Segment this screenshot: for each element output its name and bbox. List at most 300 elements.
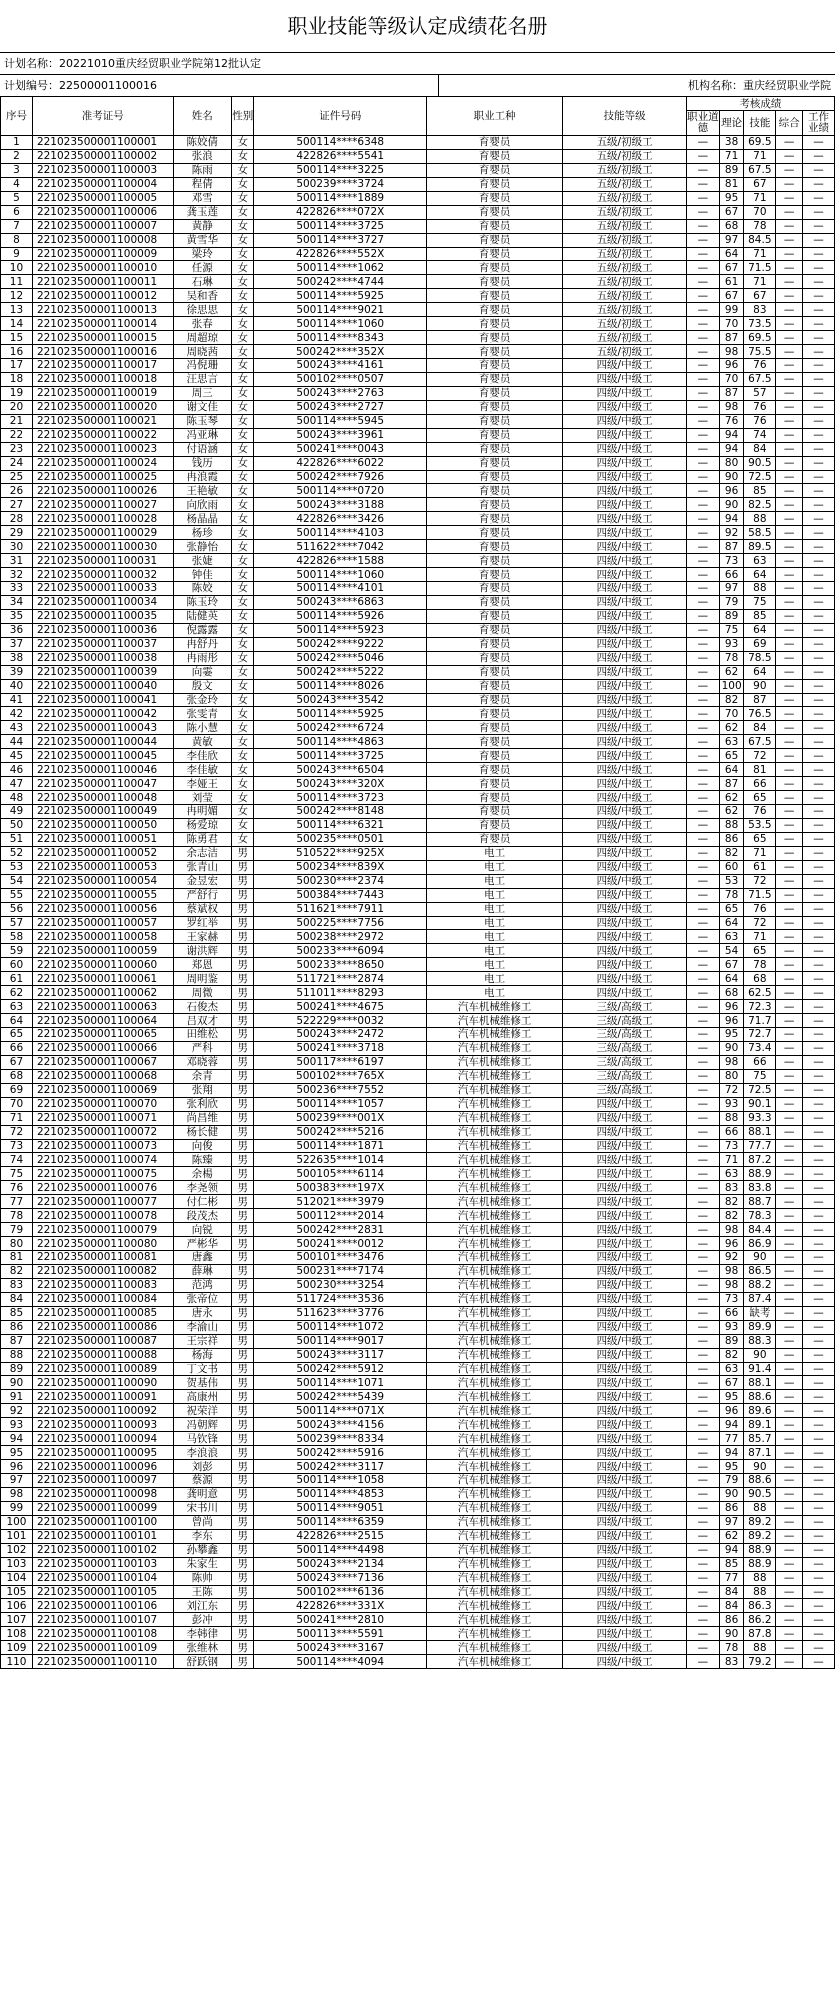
cell-theory: 87	[719, 540, 743, 554]
cell-seq: 57	[1, 916, 33, 930]
cell-work: —	[802, 1111, 834, 1125]
cell-seq: 26	[1, 484, 33, 498]
cell-level: 五级/初级工	[563, 163, 687, 177]
cell-theory: 62	[719, 791, 743, 805]
cell-theory: 100	[719, 679, 743, 693]
cell-overall: —	[776, 456, 803, 470]
table-row	[1, 1167, 835, 1181]
cell-skill: 89.6	[744, 1404, 776, 1418]
cell-overall: —	[776, 637, 803, 651]
cell-ticket: 221023500001100048	[32, 791, 173, 805]
cell-job: 育婴员	[426, 623, 562, 637]
cell-job: 育婴员	[426, 832, 562, 846]
cell-skill: 86.9	[744, 1237, 776, 1251]
cell-id-number: 500114****4853	[254, 1487, 427, 1501]
cell-overall: —	[776, 1153, 803, 1167]
cell-ticket: 221023500001100020	[32, 400, 173, 414]
cell-work: —	[802, 1501, 834, 1515]
cell-id-number: 500243****3542	[254, 693, 427, 707]
cell-gender: 男	[232, 958, 254, 972]
cell-level: 五级/初级工	[563, 261, 687, 275]
cell-level: 五级/初级工	[563, 247, 687, 261]
cell-ethics: —	[686, 623, 719, 637]
cell-skill: 88	[744, 512, 776, 526]
cell-ethics: —	[686, 289, 719, 303]
cell-level: 四级/中级工	[563, 1460, 687, 1474]
cell-id-number: 500239****3724	[254, 177, 427, 191]
cell-id-number: 500114****4094	[254, 1655, 427, 1669]
cell-id-number: 500242****352X	[254, 345, 427, 359]
cell-theory: 67	[719, 205, 743, 219]
cell-seq: 73	[1, 1139, 33, 1153]
cell-ethics: —	[686, 1376, 719, 1390]
cell-skill: 74	[744, 428, 776, 442]
cell-gender: 女	[232, 540, 254, 554]
cell-seq: 60	[1, 958, 33, 972]
cell-name: 金昱宏	[173, 874, 232, 888]
cell-id-number: 500243****6504	[254, 763, 427, 777]
cell-skill: 53.5	[744, 818, 776, 832]
table-row	[1, 1055, 835, 1069]
cell-name: 付仁彬	[173, 1195, 232, 1209]
cell-seq: 66	[1, 1041, 33, 1055]
table-row	[1, 944, 835, 958]
cell-id-number: 500241****4675	[254, 1000, 427, 1014]
cell-ticket: 221023500001100098	[32, 1487, 173, 1501]
cell-name: 孙攀鑫	[173, 1543, 232, 1557]
cell-ticket: 221023500001100062	[32, 986, 173, 1000]
cell-ethics: —	[686, 1627, 719, 1641]
cell-overall: —	[776, 219, 803, 233]
cell-seq: 15	[1, 331, 33, 345]
cell-overall: —	[776, 136, 803, 150]
cell-overall: —	[776, 1069, 803, 1083]
cell-ethics: —	[686, 874, 719, 888]
cell-overall: —	[776, 1557, 803, 1571]
cell-name: 陈雨	[173, 163, 232, 177]
cell-name: 陈玉琴	[173, 414, 232, 428]
cell-job: 育婴员	[426, 247, 562, 261]
cell-id-number: 422826****3426	[254, 512, 427, 526]
cell-ethics: —	[686, 1111, 719, 1125]
cell-skill: 83	[744, 303, 776, 317]
cell-job: 汽车机械维修工	[426, 1264, 562, 1278]
cell-ticket: 221023500001100097	[32, 1474, 173, 1488]
cell-theory: 84	[719, 1585, 743, 1599]
cell-work: —	[802, 540, 834, 554]
cell-ethics: —	[686, 777, 719, 791]
table-row	[1, 1195, 835, 1209]
cell-level: 四级/中级工	[563, 568, 687, 582]
cell-theory: 90	[719, 1627, 743, 1641]
cell-ticket: 221023500001100080	[32, 1237, 173, 1251]
cell-level: 五级/初级工	[563, 289, 687, 303]
cell-seq: 29	[1, 526, 33, 540]
cell-job: 电工	[426, 860, 562, 874]
cell-job: 育婴员	[426, 679, 562, 693]
cell-ticket: 221023500001100022	[32, 428, 173, 442]
table-row	[1, 637, 835, 651]
cell-id-number: 500114****1058	[254, 1474, 427, 1488]
cell-ticket: 221023500001100106	[32, 1599, 173, 1613]
cell-ticket: 221023500001100007	[32, 219, 173, 233]
cell-level: 四级/中级工	[563, 874, 687, 888]
cell-overall: —	[776, 1111, 803, 1125]
cell-ethics: —	[686, 1278, 719, 1292]
cell-overall: —	[776, 735, 803, 749]
cell-job: 育婴员	[426, 554, 562, 568]
table-row	[1, 177, 835, 191]
cell-level: 四级/中级工	[563, 1515, 687, 1529]
cell-name: 黄敏	[173, 735, 232, 749]
cell-skill: 88	[744, 582, 776, 596]
cell-ethics: —	[686, 1167, 719, 1181]
cell-work: —	[802, 1014, 834, 1028]
cell-id-number: 510522****925X	[254, 846, 427, 860]
cell-skill: 65	[744, 944, 776, 958]
cell-ticket: 221023500001100066	[32, 1041, 173, 1055]
cell-ticket: 221023500001100028	[32, 512, 173, 526]
cell-overall: —	[776, 247, 803, 261]
cell-name: 冉舒丹	[173, 637, 232, 651]
cell-name: 祝荣洋	[173, 1404, 232, 1418]
cell-ticket: 221023500001100100	[32, 1515, 173, 1529]
cell-ethics: —	[686, 484, 719, 498]
cell-id-number: 500114****4101	[254, 582, 427, 596]
cell-theory: 71	[719, 149, 743, 163]
cell-skill: 72.3	[744, 1000, 776, 1014]
cell-theory: 64	[719, 972, 743, 986]
cell-theory: 70	[719, 317, 743, 331]
cell-ticket: 221023500001100104	[32, 1571, 173, 1585]
cell-gender: 女	[232, 568, 254, 582]
cell-name: 冉浪霞	[173, 470, 232, 484]
cell-ticket: 221023500001100072	[32, 1125, 173, 1139]
cell-job: 汽车机械维修工	[426, 1655, 562, 1669]
table-row	[1, 874, 835, 888]
cell-theory: 96	[719, 359, 743, 373]
document-title: 职业技能等级认定成绩花名册	[287, 14, 548, 38]
cell-theory: 92	[719, 526, 743, 540]
cell-skill: 72	[744, 749, 776, 763]
cell-ethics: —	[686, 972, 719, 986]
cell-job: 汽车机械维修工	[426, 1306, 562, 1320]
cell-level: 四级/中级工	[563, 763, 687, 777]
cell-ticket: 221023500001100107	[32, 1613, 173, 1627]
table-row	[1, 456, 835, 470]
cell-id-number: 422826****1588	[254, 554, 427, 568]
cell-gender: 男	[232, 1334, 254, 1348]
cell-ticket: 221023500001100026	[32, 484, 173, 498]
cell-seq: 50	[1, 818, 33, 832]
table-row	[1, 1223, 835, 1237]
cell-work: —	[802, 317, 834, 331]
cell-skill: 58.5	[744, 526, 776, 540]
cell-skill: 83.8	[744, 1181, 776, 1195]
table-row	[1, 1655, 835, 1669]
cell-overall: —	[776, 1083, 803, 1097]
cell-level: 五级/初级工	[563, 136, 687, 150]
table-row	[1, 986, 835, 1000]
cell-ethics: —	[686, 247, 719, 261]
cell-gender: 女	[232, 219, 254, 233]
header-work: 工作业绩	[802, 111, 834, 136]
cell-id-number: 500114****4498	[254, 1543, 427, 1557]
cell-level: 四级/中级工	[563, 846, 687, 860]
cell-skill: 70	[744, 205, 776, 219]
cell-skill: 84.5	[744, 233, 776, 247]
cell-id-number: 511011****8293	[254, 986, 427, 1000]
cell-id-number: 500114****1062	[254, 261, 427, 275]
cell-level: 四级/中级工	[563, 470, 687, 484]
cell-ethics: —	[686, 1223, 719, 1237]
table-row	[1, 832, 835, 846]
cell-theory: 77	[719, 1571, 743, 1585]
cell-name: 梁玲	[173, 247, 232, 261]
cell-skill: 75	[744, 595, 776, 609]
cell-overall: —	[776, 1251, 803, 1265]
cell-theory: 75	[719, 623, 743, 637]
cell-level: 四级/中级工	[563, 818, 687, 832]
cell-work: —	[802, 860, 834, 874]
cell-name: 蔡斌权	[173, 902, 232, 916]
cell-seq: 110	[1, 1655, 33, 1669]
cell-ticket: 221023500001100057	[32, 916, 173, 930]
table-row	[1, 693, 835, 707]
cell-id-number: 500114****3723	[254, 791, 427, 805]
cell-seq: 20	[1, 400, 33, 414]
cell-job: 汽车机械维修工	[426, 1362, 562, 1376]
cell-job: 育婴员	[426, 735, 562, 749]
cell-gender: 男	[232, 1613, 254, 1627]
table-row	[1, 1097, 835, 1111]
cell-seq: 36	[1, 623, 33, 637]
cell-gender: 男	[232, 1055, 254, 1069]
cell-id-number: 500114****1057	[254, 1097, 427, 1111]
cell-job: 汽车机械维修工	[426, 1557, 562, 1571]
cell-job: 汽车机械维修工	[426, 1418, 562, 1432]
cell-job: 育婴员	[426, 456, 562, 470]
cell-ticket: 221023500001100047	[32, 777, 173, 791]
cell-seq: 37	[1, 637, 33, 651]
cell-level: 四级/中级工	[563, 1571, 687, 1585]
cell-ethics: —	[686, 1125, 719, 1139]
cell-overall: —	[776, 1474, 803, 1488]
table-row	[1, 470, 835, 484]
header-overall: 综合	[776, 111, 803, 136]
cell-overall: —	[776, 191, 803, 205]
cell-work: —	[802, 331, 834, 345]
table-row	[1, 1487, 835, 1501]
cell-gender: 女	[232, 512, 254, 526]
cell-ethics: —	[686, 1529, 719, 1543]
cell-theory: 95	[719, 1460, 743, 1474]
cell-overall: —	[776, 233, 803, 247]
cell-gender: 女	[232, 832, 254, 846]
cell-id-number: 500102****0507	[254, 372, 427, 386]
cell-skill: 72.5	[744, 470, 776, 484]
cell-id-number: 500243****320X	[254, 777, 427, 791]
table-row	[1, 1404, 835, 1418]
cell-job: 育婴员	[426, 386, 562, 400]
cell-name: 向锐	[173, 1223, 232, 1237]
cell-ethics: —	[686, 386, 719, 400]
cell-work: —	[802, 484, 834, 498]
cell-seq: 97	[1, 1474, 33, 1488]
cell-gender: 男	[232, 1223, 254, 1237]
cell-gender: 男	[232, 1487, 254, 1501]
cell-id-number: 500114****3725	[254, 219, 427, 233]
cell-id-number: 500243****3188	[254, 498, 427, 512]
cell-overall: —	[776, 1613, 803, 1627]
cell-skill: 67	[744, 177, 776, 191]
cell-work: —	[802, 609, 834, 623]
cell-skill: 78.3	[744, 1209, 776, 1223]
table-body	[1, 136, 835, 1669]
cell-gender: 女	[232, 233, 254, 247]
cell-ethics: —	[686, 1028, 719, 1042]
cell-overall: —	[776, 1362, 803, 1376]
cell-skill: 73.4	[744, 1041, 776, 1055]
cell-id-number: 500242****5439	[254, 1390, 427, 1404]
cell-level: 四级/中级工	[563, 791, 687, 805]
cell-level: 四级/中级工	[563, 1474, 687, 1488]
cell-skill: 90.1	[744, 1097, 776, 1111]
cell-seq: 84	[1, 1292, 33, 1306]
cell-ticket: 221023500001100035	[32, 609, 173, 623]
cell-name: 汪思言	[173, 372, 232, 386]
cell-id-number: 500114****6348	[254, 136, 427, 150]
cell-ethics: —	[686, 1432, 719, 1446]
cell-ethics: —	[686, 191, 719, 205]
table-row	[1, 303, 835, 317]
header-id-number: 证件号码	[254, 97, 427, 136]
cell-work: —	[802, 721, 834, 735]
cell-skill: 76	[744, 414, 776, 428]
cell-id-number: 500230****2374	[254, 874, 427, 888]
cell-seq: 16	[1, 345, 33, 359]
cell-level: 四级/中级工	[563, 1237, 687, 1251]
table-row	[1, 1209, 835, 1223]
cell-gender: 女	[232, 735, 254, 749]
table-row	[1, 1641, 835, 1655]
cell-seq: 108	[1, 1627, 33, 1641]
cell-gender: 男	[232, 916, 254, 930]
cell-level: 四级/中级工	[563, 1334, 687, 1348]
cell-overall: —	[776, 749, 803, 763]
cell-skill: 69.5	[744, 331, 776, 345]
cell-ticket: 221023500001100054	[32, 874, 173, 888]
cell-seq: 96	[1, 1460, 33, 1474]
cell-ticket: 221023500001100083	[32, 1278, 173, 1292]
cell-ethics: —	[686, 554, 719, 568]
cell-id-number: 422826****6022	[254, 456, 427, 470]
cell-name: 郑恩	[173, 958, 232, 972]
cell-job: 育婴员	[426, 289, 562, 303]
cell-job: 汽车机械维修工	[426, 1125, 562, 1139]
cell-ticket: 221023500001100102	[32, 1543, 173, 1557]
cell-work: —	[802, 1125, 834, 1139]
cell-overall: —	[776, 1028, 803, 1042]
cell-job: 育婴员	[426, 345, 562, 359]
table-row	[1, 484, 835, 498]
cell-gender: 男	[232, 1306, 254, 1320]
cell-job: 育婴员	[426, 791, 562, 805]
plan-number-row	[0, 74, 835, 96]
cell-skill: 65	[744, 832, 776, 846]
cell-seq: 21	[1, 414, 33, 428]
cell-ticket: 221023500001100105	[32, 1585, 173, 1599]
cell-seq: 8	[1, 233, 33, 247]
cell-ethics: —	[686, 679, 719, 693]
cell-overall: —	[776, 1041, 803, 1055]
cell-ticket: 221023500001100090	[32, 1376, 173, 1390]
cell-job: 汽车机械维修工	[426, 1167, 562, 1181]
cell-overall: —	[776, 1571, 803, 1585]
cell-work: —	[802, 958, 834, 972]
cell-skill: 88.9	[744, 1557, 776, 1571]
header-ticket: 准考证号	[32, 97, 173, 136]
cell-ethics: —	[686, 136, 719, 150]
cell-ticket: 221023500001100024	[32, 456, 173, 470]
cell-work: —	[802, 888, 834, 902]
cell-name: 龚明意	[173, 1487, 232, 1501]
cell-gender: 男	[232, 1348, 254, 1362]
cell-id-number: 500243****3117	[254, 1348, 427, 1362]
cell-overall: —	[776, 707, 803, 721]
cell-overall: —	[776, 372, 803, 386]
cell-overall: —	[776, 1348, 803, 1362]
cell-gender: 女	[232, 442, 254, 456]
cell-id-number: 500243****2134	[254, 1557, 427, 1571]
cell-overall: —	[776, 1460, 803, 1474]
cell-theory: 96	[719, 1237, 743, 1251]
cell-skill: 71.7	[744, 1014, 776, 1028]
cell-level: 四级/中级工	[563, 888, 687, 902]
cell-name: 严科	[173, 1041, 232, 1055]
cell-gender: 女	[232, 414, 254, 428]
table-row	[1, 1446, 835, 1460]
cell-level: 四级/中级工	[563, 958, 687, 972]
cell-job: 育婴员	[426, 540, 562, 554]
cell-ethics: —	[686, 1501, 719, 1515]
cell-seq: 64	[1, 1014, 33, 1028]
cell-name: 田维松	[173, 1028, 232, 1042]
cell-gender: 男	[232, 1028, 254, 1042]
cell-job: 汽车机械维修工	[426, 1585, 562, 1599]
cell-job: 育婴员	[426, 331, 562, 345]
cell-overall: —	[776, 1000, 803, 1014]
cell-name: 冯倪珊	[173, 359, 232, 373]
cell-skill: 67.5	[744, 372, 776, 386]
cell-work: —	[802, 1251, 834, 1265]
cell-skill: 88.6	[744, 1474, 776, 1488]
cell-skill: 62.5	[744, 986, 776, 1000]
cell-job: 育婴员	[426, 637, 562, 651]
cell-id-number: 500241****3718	[254, 1041, 427, 1055]
cell-work: —	[802, 1306, 834, 1320]
cell-ticket: 221023500001100030	[32, 540, 173, 554]
table-row	[1, 1153, 835, 1167]
cell-ethics: —	[686, 275, 719, 289]
cell-skill: 76	[744, 400, 776, 414]
cell-skill: 64	[744, 568, 776, 582]
table-row	[1, 1014, 835, 1028]
cell-seq: 105	[1, 1585, 33, 1599]
cell-work: —	[802, 554, 834, 568]
cell-id-number: 500113****5591	[254, 1627, 427, 1641]
cell-ethics: —	[686, 205, 719, 219]
